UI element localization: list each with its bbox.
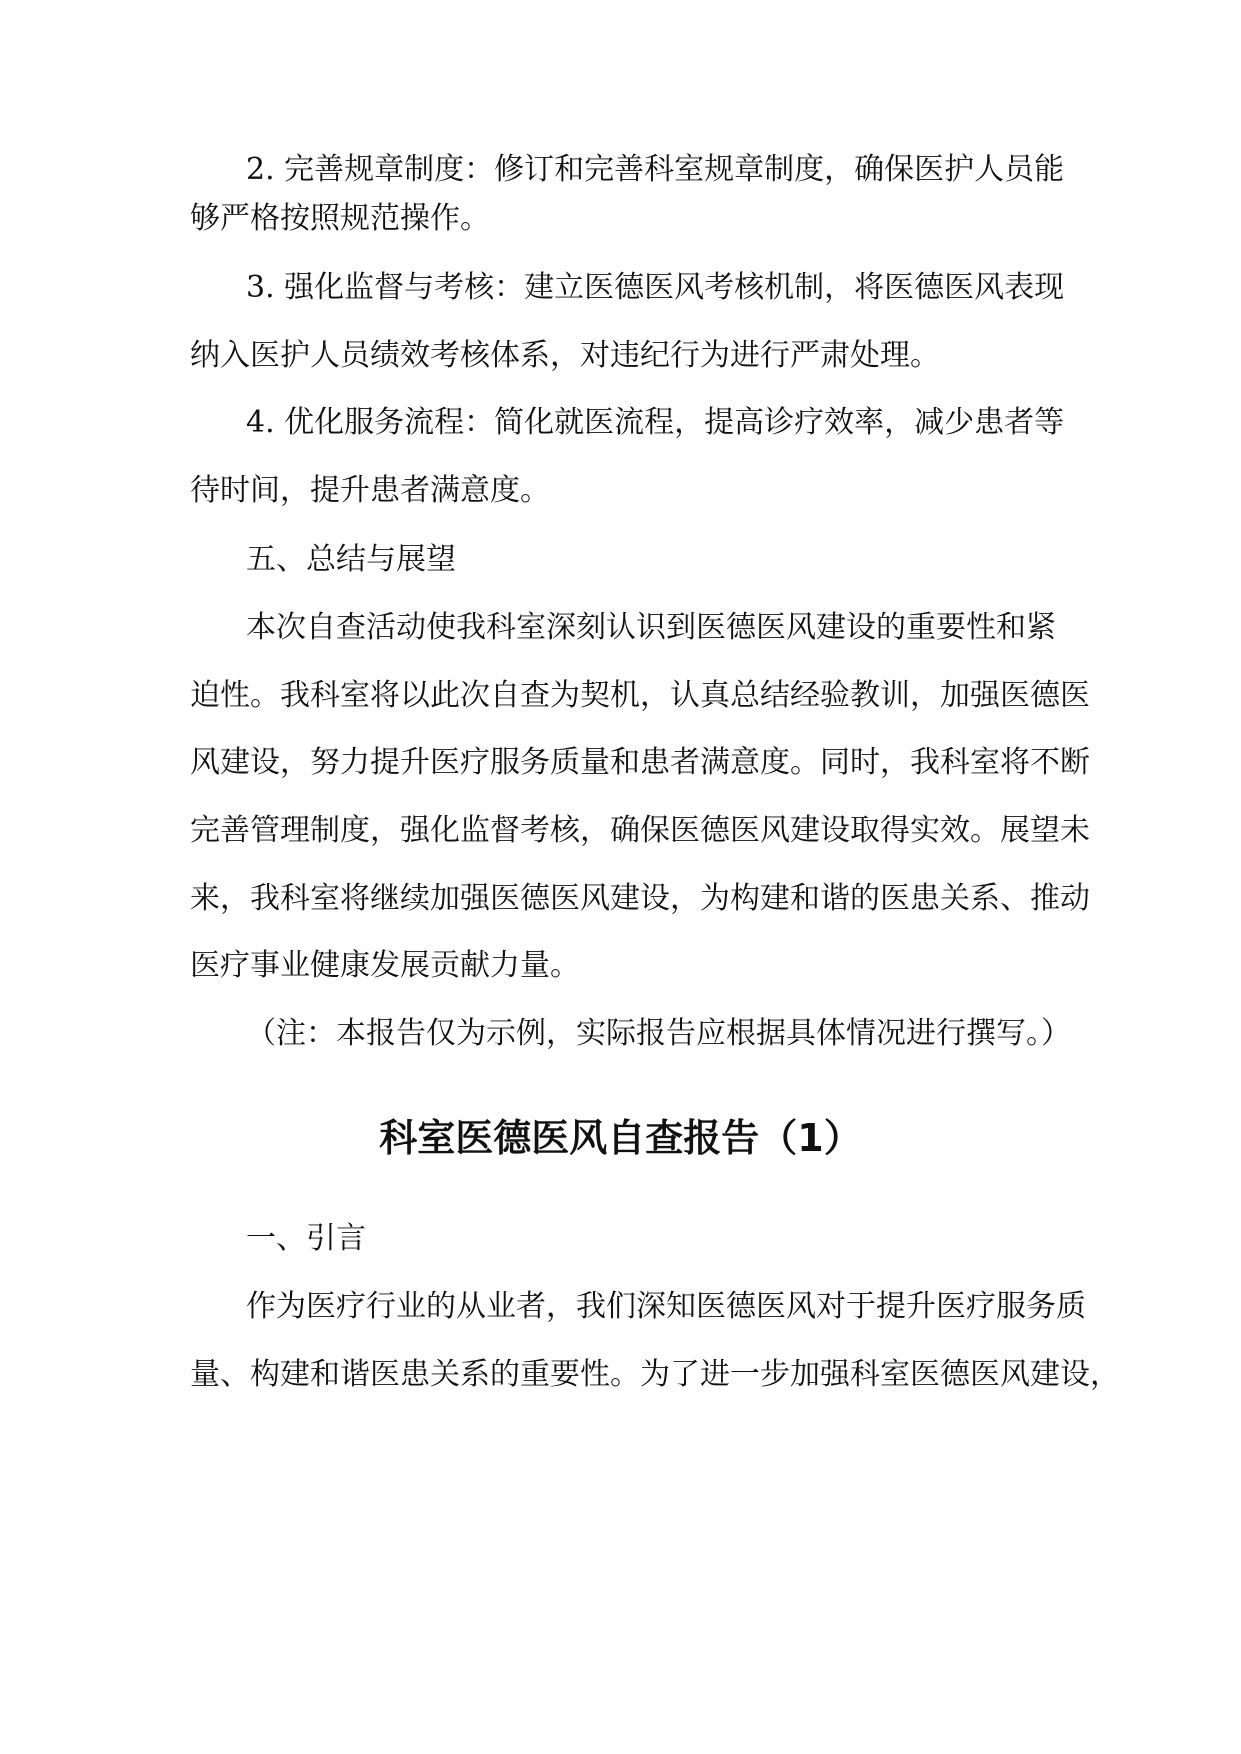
paragraph-2-line-1: 2. 完善规章制度：修订和完善科室规章制度，确保医护人员能: [246, 152, 1065, 187]
intro-line-2: 量、构建和谐医患关系的重要性。为了进一步加强科室医德医风建设，: [190, 1357, 1120, 1392]
paragraph-3-line-2: 纳入医护人员绩效考核体系，对违纪行为进行严肃处理。: [190, 338, 940, 373]
summary-line-2: 迫性。我科室将以此次自查为契机，认真总结经验教训，加强医德医: [190, 678, 1090, 713]
paragraph-4-line-2: 待时间，提升患者满意度。: [190, 473, 550, 508]
summary-line-1: 本次自查活动使我科室深刻认识到医德医风建设的重要性和紧: [246, 610, 1056, 645]
paragraph-2-line-2: 够严格按照规范操作。: [190, 201, 490, 236]
paragraph-3-line-1: 3. 强化监督与考核：建立医德医风考核机制，将医德医风表现: [246, 270, 1065, 305]
disclaimer-note: （注：本报告仅为示例，实际报告应根据具体情况进行撰写。）: [246, 1016, 1071, 1051]
summary-line-3: 风建设，努力提升医疗服务质量和患者满意度。同时，我科室将不断: [190, 745, 1090, 780]
summary-line-4: 完善管理制度，强化监督考核，确保医德医风建设取得实效。展望未: [190, 813, 1090, 848]
paragraph-4-line-1: 4. 优化服务流程：简化就医流程，提高诊疗效率，减少患者等: [246, 405, 1065, 440]
summary-line-5: 来，我科室将继续加强医德医风建设，为构建和谐的医患关系、推动: [190, 881, 1090, 916]
intro-line-1: 作为医疗行业的从业者，我们深知医德医风对于提升医疗服务质: [246, 1289, 1086, 1324]
section-heading-summary: 五、总结与展望: [246, 542, 456, 577]
section-heading-introduction: 一、引言: [246, 1221, 366, 1256]
summary-line-6: 医疗事业健康发展贡献力量。: [190, 948, 580, 983]
report-title: 科室医德医风自查报告（1）: [379, 1116, 862, 1160]
